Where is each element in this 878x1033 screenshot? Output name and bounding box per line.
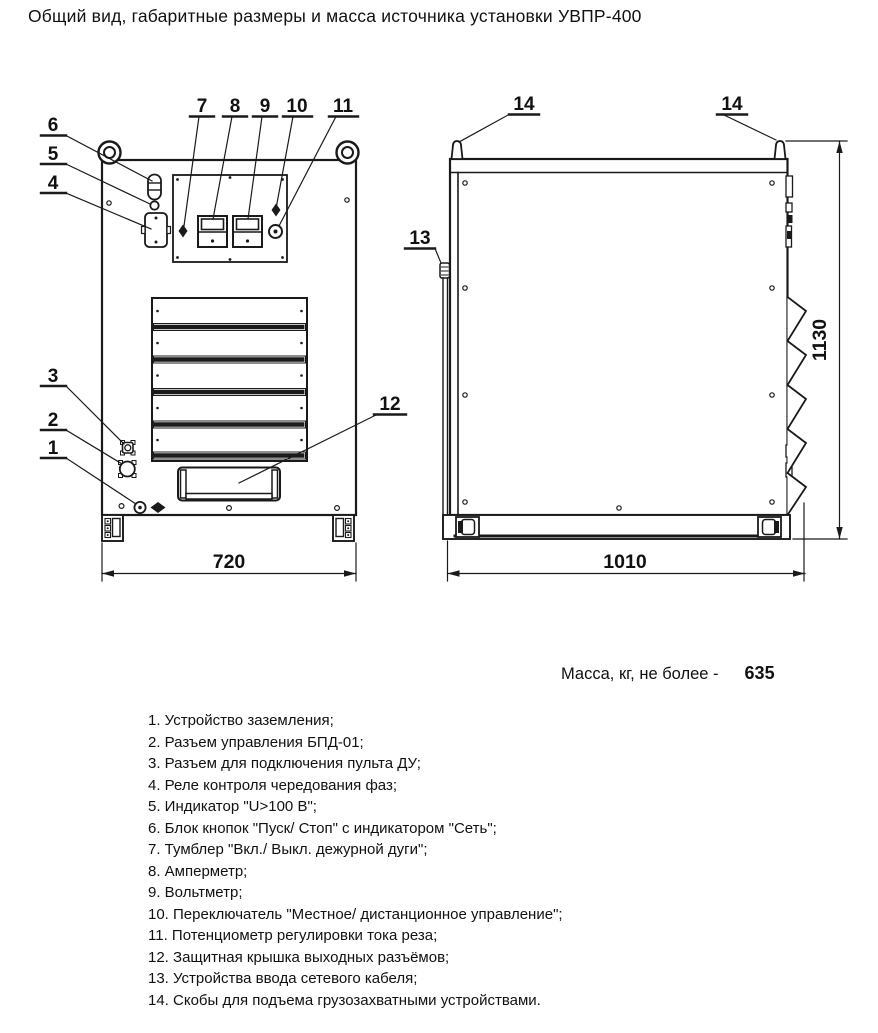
- legend-item-5: 5. Индикатор "U>100 В";: [148, 798, 317, 815]
- parts-legend: [148, 710, 788, 1011]
- svg-text:7: 7: [196, 96, 208, 117]
- svg-text:2: 2: [47, 410, 59, 431]
- svg-text:6: 6: [47, 115, 59, 136]
- side-height-value: 1130: [809, 318, 831, 362]
- svg-text:10: 10: [286, 96, 308, 117]
- legend-item-10: 10. Переключатель "Местное/ дистанционное управление";: [148, 905, 563, 923]
- lifting-eye-left: [99, 142, 121, 164]
- lifting-eye-right: [337, 142, 359, 164]
- output-connectors-cover[interactable]: [178, 468, 280, 501]
- callout-14-right: [717, 94, 776, 140]
- legend-item-11: 11. Потенциометр регулировки тока реза;: [148, 927, 438, 944]
- side-view: [405, 94, 847, 581]
- rear-cooling-fins: [788, 297, 807, 515]
- legend-item-1: 1. Устройство заземления;: [148, 712, 334, 729]
- mass-note: [561, 663, 775, 684]
- callout-13: [405, 228, 441, 263]
- front-caster-right: [333, 515, 354, 541]
- legend-item-12: 12. Защитная крышка выходных разъёмов;: [148, 948, 450, 966]
- current-potentiometer[interactable]: [269, 225, 282, 238]
- svg-text:3: 3: [47, 366, 59, 387]
- svg-text:14: 14: [513, 94, 535, 115]
- legend-item-8: 8. Амперметр;: [148, 862, 248, 880]
- legend-item-7: 7. Тумблер "Вкл./ Выкл. дежурной дуги";: [148, 841, 428, 858]
- svg-text:1: 1: [47, 438, 59, 459]
- voltage-indicator-lamp: [150, 201, 158, 209]
- legend-item-13: 13. Устройства ввода сетевого кабеля;: [148, 970, 418, 987]
- front-view: [41, 96, 406, 581]
- control-panel: [173, 175, 287, 262]
- lifting-bracket-left: [452, 141, 463, 159]
- svg-text:8: 8: [229, 96, 241, 117]
- side-caster-right: [758, 517, 781, 537]
- legend-item-14: 14. Скобы для подъема грузозахватными устройствами.: [148, 991, 541, 1009]
- legend-item-6: 6. Блок кнопок "Пуск/ Стоп" с индикатором "Сеть";: [148, 819, 497, 837]
- lifting-bracket-right: [775, 141, 786, 159]
- mass-label: Масса, кг, не более -: [561, 665, 719, 683]
- svg-text:11: 11: [332, 96, 354, 117]
- callout-14-left: [459, 94, 539, 142]
- mass-value: 635: [744, 663, 775, 683]
- voltmeter: [233, 216, 262, 247]
- front-width-value: 720: [212, 551, 246, 573]
- start-stop-button-block[interactable]: [148, 175, 161, 200]
- legend-item-2: 2. Разъем управления БПД-01;: [148, 733, 364, 751]
- svg-text:4: 4: [47, 173, 59, 194]
- svg-text:5: 5: [47, 144, 59, 165]
- side-caster-left: [456, 517, 479, 537]
- svg-text:9: 9: [259, 96, 271, 117]
- ammeter: [198, 216, 227, 247]
- svg-text:12: 12: [379, 394, 401, 415]
- svg-text:14: 14: [721, 94, 743, 115]
- page-title: Общий вид, габаритные размеры и масса источника установки УВПР-400: [28, 6, 642, 26]
- side-cabinet-outline: [450, 159, 788, 515]
- vent-louver-panel: [152, 298, 307, 461]
- mains-cable-entry: [440, 263, 450, 538]
- front-width-dimension: [102, 543, 356, 581]
- legend-item-9: 9. Вольтметр;: [148, 884, 243, 901]
- legend-item-4: 4. Реле контроля чередования фаз;: [148, 776, 398, 794]
- side-depth-value: 1010: [603, 551, 647, 573]
- front-caster-left: [102, 515, 123, 541]
- phase-control-relay: [142, 213, 171, 247]
- side-base-frame: [443, 515, 790, 539]
- svg-text:13: 13: [409, 228, 431, 249]
- legend-item-3: 3. Разъем для подключения пульта ДУ;: [148, 755, 421, 772]
